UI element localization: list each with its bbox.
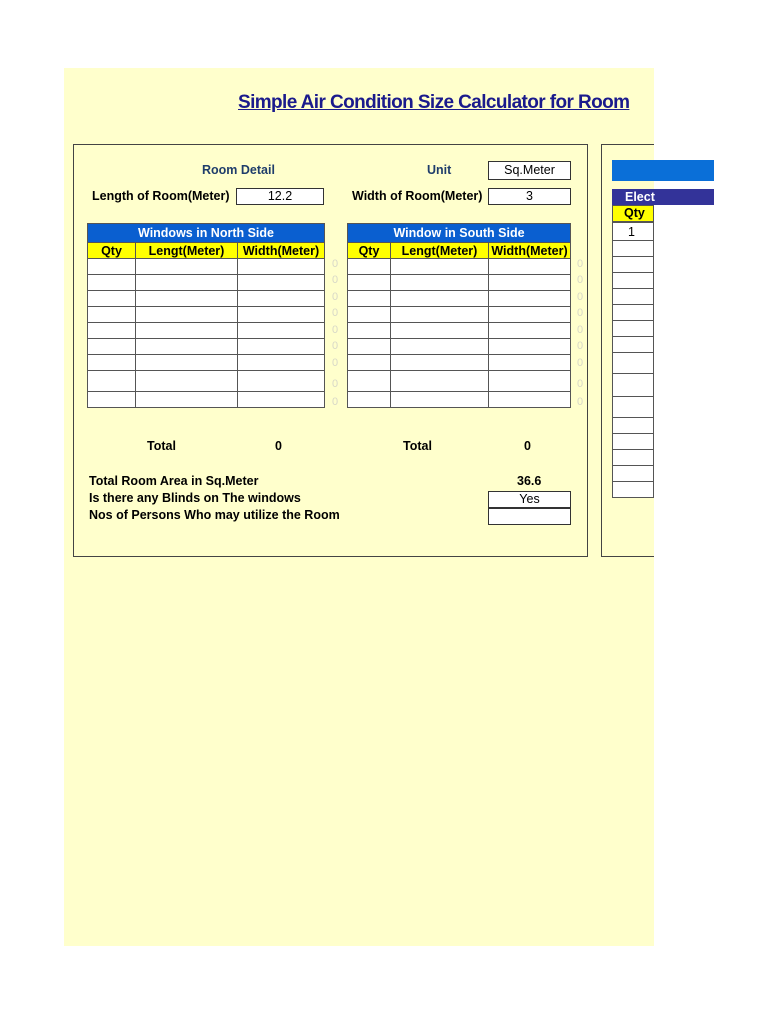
south-row-result: 0 [577, 378, 584, 390]
qty-cell[interactable] [88, 392, 136, 408]
width-cell[interactable] [238, 392, 325, 408]
qty-cell[interactable] [613, 305, 654, 321]
qty-cell[interactable] [613, 397, 654, 418]
table-row [613, 337, 654, 353]
length-cell[interactable] [136, 355, 238, 371]
width-cell[interactable] [489, 323, 571, 339]
length-cell[interactable] [391, 291, 489, 307]
qty-cell[interactable] [613, 466, 654, 482]
south-col-width: Width(Meter) [489, 243, 571, 259]
table-row [348, 371, 571, 392]
qty-cell[interactable] [88, 371, 136, 392]
south-col-length: Lengt(Meter) [391, 243, 489, 259]
qty-cell[interactable] [348, 371, 391, 392]
width-cell[interactable] [489, 259, 571, 275]
south-col-qty: Qty [348, 243, 391, 259]
qty-cell[interactable] [613, 418, 654, 434]
length-cell[interactable] [391, 392, 489, 408]
south-row-result: 0 [577, 357, 584, 369]
width-cell[interactable] [238, 323, 325, 339]
room-detail-label: Room Detail [202, 163, 275, 177]
north-row-result: 0 [332, 396, 339, 408]
length-cell[interactable] [136, 371, 238, 392]
width-cell[interactable] [238, 259, 325, 275]
table-row [88, 355, 325, 371]
width-cell[interactable] [489, 392, 571, 408]
table-row [613, 273, 654, 289]
table-row [348, 291, 571, 307]
table-row [348, 355, 571, 371]
north-row-result: 0 [332, 324, 339, 336]
table-row [613, 418, 654, 434]
persons-field[interactable] [488, 508, 571, 525]
unit-label: Unit [427, 163, 452, 177]
south-row-result: 0 [577, 307, 584, 319]
table-row [88, 291, 325, 307]
south-total-label: Total [403, 439, 432, 453]
length-field[interactable]: 12.2 [236, 188, 324, 205]
table-row [613, 223, 654, 241]
length-cell[interactable] [136, 259, 238, 275]
electrical-header-bar [612, 160, 714, 181]
qty-cell[interactable] [613, 241, 654, 257]
table-row [613, 241, 654, 257]
length-cell[interactable] [391, 275, 489, 291]
blinds-label: Is there any Blinds on The windows [89, 491, 301, 505]
table-row [613, 482, 654, 498]
electrical-table [612, 222, 654, 498]
qty-cell[interactable] [348, 392, 391, 408]
total-area-label: Total Room Area in Sq.Meter [89, 474, 259, 488]
blinds-field[interactable]: Yes [488, 491, 571, 508]
south-table-caption: Window in South Side [348, 224, 571, 243]
electrical-caption: Elect [612, 189, 714, 205]
width-label: Width of Room(Meter) [352, 189, 483, 203]
table-row [88, 339, 325, 355]
width-cell[interactable] [238, 291, 325, 307]
table-row [613, 321, 654, 337]
north-total-label: Total [147, 439, 176, 453]
length-cell[interactable] [391, 339, 489, 355]
qty-cell[interactable] [88, 355, 136, 371]
qty-cell[interactable] [348, 339, 391, 355]
qty-cell[interactable] [613, 273, 654, 289]
table-row [613, 466, 654, 482]
table-row [348, 307, 571, 323]
north-col-width: Width(Meter) [238, 243, 325, 259]
south-total-value: 0 [524, 439, 531, 453]
length-cell[interactable] [391, 307, 489, 323]
north-row-result: 0 [332, 258, 339, 270]
north-row-result: 0 [332, 357, 339, 369]
length-cell[interactable] [136, 291, 238, 307]
length-cell[interactable] [391, 355, 489, 371]
table-row [348, 392, 571, 408]
south-row-result: 0 [577, 324, 584, 336]
table-row [613, 353, 654, 374]
length-cell[interactable] [391, 259, 489, 275]
north-row-result: 0 [332, 274, 339, 286]
qty-cell[interactable] [348, 307, 391, 323]
qty-cell[interactable] [88, 307, 136, 323]
width-field[interactable]: 3 [488, 188, 571, 205]
table-row [348, 275, 571, 291]
qty-cell[interactable] [613, 321, 654, 337]
qty-cell[interactable] [613, 434, 654, 450]
table-row [88, 275, 325, 291]
width-cell[interactable] [489, 355, 571, 371]
south-row-result: 0 [577, 291, 584, 303]
south-row-result: 0 [577, 258, 584, 270]
north-col-qty: Qty [88, 243, 136, 259]
qty-cell[interactable]: 1 [613, 223, 654, 241]
table-row [88, 371, 325, 392]
north-row-result: 0 [332, 340, 339, 352]
north-row-result: 0 [332, 307, 339, 319]
width-cell[interactable] [238, 355, 325, 371]
qty-cell[interactable] [88, 275, 136, 291]
table-row [348, 339, 571, 355]
table-row [613, 305, 654, 321]
width-cell[interactable] [489, 291, 571, 307]
qty-cell[interactable] [613, 450, 654, 466]
north-table-caption: Windows in North Side [88, 224, 325, 243]
table-row [348, 323, 571, 339]
width-cell[interactable] [238, 339, 325, 355]
table-row [88, 307, 325, 323]
qty-cell[interactable] [88, 339, 136, 355]
table-row [613, 257, 654, 273]
qty-cell[interactable] [348, 323, 391, 339]
south-row-result: 0 [577, 340, 584, 352]
north-row-result: 0 [332, 291, 339, 303]
table-row [613, 434, 654, 450]
length-cell[interactable] [136, 339, 238, 355]
length-cell[interactable] [136, 392, 238, 408]
width-cell[interactable] [238, 371, 325, 392]
qty-cell[interactable] [348, 291, 391, 307]
north-row-result: 0 [332, 378, 339, 390]
length-cell[interactable] [136, 275, 238, 291]
unit-field[interactable]: Sq.Meter [488, 161, 571, 180]
table-row [613, 450, 654, 466]
width-cell[interactable] [489, 371, 571, 392]
width-cell[interactable] [489, 339, 571, 355]
north-total-value: 0 [275, 439, 282, 453]
length-cell[interactable] [136, 323, 238, 339]
qty-cell[interactable] [613, 374, 654, 397]
north-windows-table [87, 223, 325, 408]
length-cell[interactable] [391, 371, 489, 392]
table-row [88, 323, 325, 339]
north-col-length: Lengt(Meter) [136, 243, 238, 259]
table-row [613, 397, 654, 418]
length-label: Length of Room(Meter) [92, 189, 230, 203]
table-row [88, 259, 325, 275]
qty-cell[interactable] [613, 482, 654, 498]
table-row [613, 374, 654, 397]
qty-cell[interactable] [613, 257, 654, 273]
south-row-result: 0 [577, 396, 584, 408]
table-row [88, 392, 325, 408]
qty-cell[interactable] [613, 353, 654, 374]
persons-label: Nos of Persons Who may utilize the Room [89, 508, 340, 522]
width-cell[interactable] [489, 307, 571, 323]
qty-cell[interactable] [88, 291, 136, 307]
qty-cell[interactable] [348, 259, 391, 275]
page-title: Simple Air Condition Size Calculator for Room [238, 92, 630, 113]
length-cell[interactable] [136, 307, 238, 323]
electrical-qty-header: Qty [612, 205, 654, 222]
width-cell[interactable] [238, 275, 325, 291]
width-cell[interactable] [238, 307, 325, 323]
width-cell[interactable] [489, 275, 571, 291]
qty-cell[interactable] [613, 337, 654, 353]
qty-cell[interactable] [613, 289, 654, 305]
qty-cell[interactable] [348, 355, 391, 371]
total-area-value: 36.6 [517, 474, 542, 488]
south-row-result: 0 [577, 274, 584, 286]
qty-cell[interactable] [348, 275, 391, 291]
qty-cell[interactable] [88, 323, 136, 339]
table-row [613, 289, 654, 305]
south-windows-table [347, 223, 571, 408]
length-cell[interactable] [391, 323, 489, 339]
table-row [348, 259, 571, 275]
qty-cell[interactable] [88, 259, 136, 275]
